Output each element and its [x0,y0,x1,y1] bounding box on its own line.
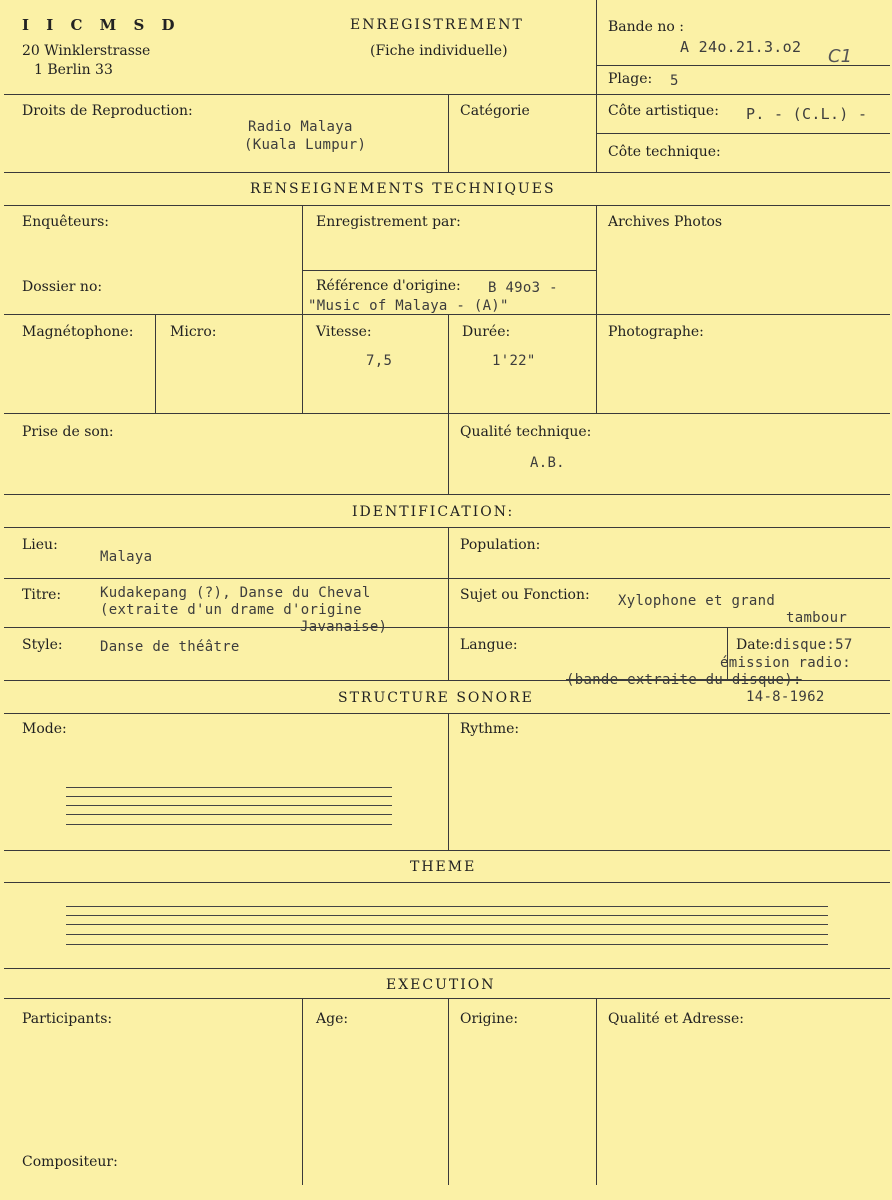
rule [596,998,597,1185]
participants-label: Participants: [22,1011,113,1027]
rule [448,713,449,850]
plage-label: Plage: [608,71,653,87]
rule [4,205,890,206]
section-title-theme: THEME [410,859,477,875]
reference-value-2: "Music of Malaya - (A)" [308,298,509,314]
rule [4,578,890,579]
qualite-technique-value: A.B. [530,455,565,471]
droits-value-2: (Kuala Lumpur) [244,137,367,153]
rule [448,314,449,413]
style-label: Style: [22,637,63,653]
bande-value: A 24o.21.3.o2 [680,38,802,56]
rule [4,968,890,969]
duree-value: 1'22" [492,353,536,369]
qualite-adresse-label: Qualité et Adresse: [608,1011,744,1027]
rule [4,713,890,714]
section-title-identification: IDENTIFICATION: [352,504,515,520]
archives-photos-label: Archives Photos [608,214,723,230]
lieu-label: Lieu: [22,537,58,553]
qualite-technique-label: Qualité technique: [460,424,592,440]
rule [4,527,890,528]
address-line-2: 1 Berlin 33 [34,62,113,78]
form-title: ENREGISTREMENT [350,17,524,33]
rule [4,172,890,173]
rule [155,314,156,413]
rule [596,205,597,413]
rule [4,314,890,315]
rule [4,494,890,495]
cote-technique-label: Côte technique: [608,144,721,160]
sujet-value-1: Xylophone et grand [618,593,776,609]
rule [4,627,890,628]
bande-handwritten-mark: C1 [828,46,853,67]
cote-artistique-label: Côte artistique: [608,103,719,119]
enqueteurs-label: Enquêteurs: [22,214,110,230]
droits-value-1: Radio Malaya [248,119,353,135]
categorie-label: Catégorie [460,103,530,119]
reference-label: Référence d'origine: [316,278,461,294]
dossier-label: Dossier no: [22,279,103,295]
prise-de-son-label: Prise de son: [22,424,114,440]
bande-label: Bande no : [608,19,684,35]
vitesse-label: Vitesse: [316,324,372,340]
rule [448,527,449,680]
rule [4,413,890,414]
rule [302,270,596,271]
rule [448,413,449,494]
droits-label: Droits de Reproduction: [22,103,193,119]
rule [4,998,890,999]
section-title-techniques: RENSEIGNEMENTS TECHNIQUES [250,181,556,197]
address-line-1: 20 Winklerstrasse [22,43,151,59]
magnetophone-label: Magnétophone: [22,324,134,340]
rule [4,94,890,95]
institute-logo: I I C M S D [22,16,181,34]
photographe-label: Photographe: [608,324,704,340]
rule [4,882,890,883]
origine-label: Origine: [460,1011,519,1027]
rule [596,0,597,172]
date-label: Date: [736,637,775,653]
population-label: Population: [460,537,541,553]
age-label: Age: [316,1011,349,1027]
plage-value: 5 [670,73,679,89]
rule [302,998,303,1185]
sujet-label: Sujet ou Fonction: [460,587,590,603]
rule [448,94,449,172]
titre-label: Titre: [22,587,62,603]
date-value-1: disque:57 [774,637,853,653]
micro-label: Micro: [170,324,217,340]
style-value: Danse de théâtre [100,639,240,655]
compositeur-label: Compositeur: [22,1154,118,1170]
form-subtitle: (Fiche individuelle) [370,43,508,59]
langue-label: Langue: [460,637,518,653]
date-value-2: émission radio: [720,655,851,671]
lieu-value: Malaya [100,549,153,565]
mode-label: Mode: [22,721,67,737]
titre-value-1: Kudakepang (?), Danse du Cheval [100,585,371,601]
section-title-execution: EXECUTION [386,977,496,993]
date-value-4: 14-8-1962 [746,689,825,705]
rythme-label: Rythme: [460,721,520,737]
cote-artistique-value: P. - (C.L.) - [746,105,868,123]
date-value-3: (bande extraite du disque): [566,672,802,688]
enregistrement-par-label: Enregistrement par: [316,214,461,230]
reference-value-1: B 49o3 - [488,280,558,296]
titre-value-3: Javanaise) [300,619,388,635]
duree-label: Durée: [462,324,511,340]
section-title-structure: STRUCTURE SONORE [338,690,534,706]
vitesse-value: 7,5 [366,353,393,369]
rule [448,998,449,1185]
titre-value-2: (extraite d'un drame d'origine [100,602,362,618]
sujet-value-2: tambour [786,610,848,626]
rule [302,205,303,413]
rule [4,850,890,851]
rule [596,133,890,134]
